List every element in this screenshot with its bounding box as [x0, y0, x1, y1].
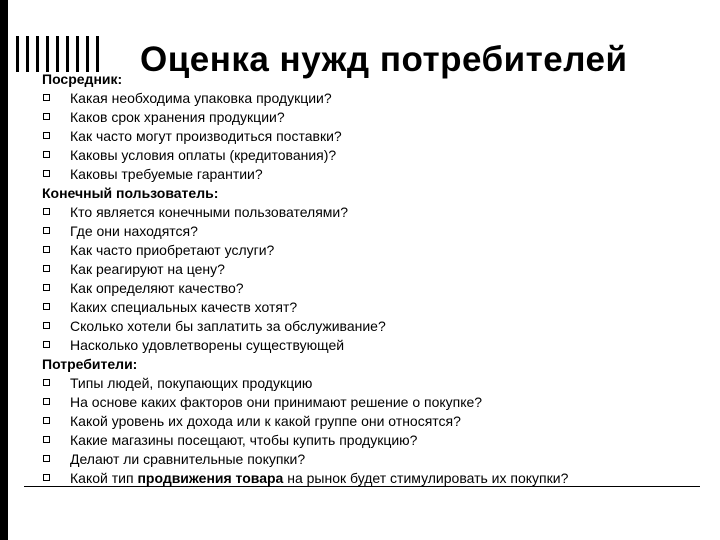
list-item: Сколько хотели бы заплатить за обслуживание? — [42, 317, 702, 336]
stripe — [16, 36, 19, 72]
checkbox-bullet-icon — [43, 398, 50, 405]
checkbox-bullet-icon — [43, 322, 50, 329]
list-item: Какая необходима упаковка продукции? — [42, 89, 702, 108]
stripe — [56, 36, 59, 72]
group-heading: Посредник: — [42, 71, 123, 87]
slide-left-bar — [0, 0, 8, 540]
list-item: Каковы условия оплаты (кредитования)? — [42, 146, 702, 165]
list-item: Как реагируют на цену? — [42, 260, 702, 279]
checkbox-bullet-icon — [43, 284, 50, 291]
list-item: На основе каких факторов они принимают решение о покупке? — [42, 393, 702, 412]
stripe — [86, 36, 89, 72]
list-item: Типы людей, покупающих продукцию — [42, 374, 702, 393]
slide-title: Оценка нужд потребителей — [140, 40, 628, 79]
list-item: Насколько удовлетворены существующей — [42, 336, 702, 355]
list-item: Какой тип продвижения товара на рынок будет стимулировать их покупки? — [42, 469, 702, 488]
checkbox-bullet-icon — [43, 265, 50, 272]
list-item: Каковы требуемые гарантии? — [42, 165, 702, 184]
list-item: Как определяют качество? — [42, 279, 702, 298]
checkbox-bullet-icon — [43, 417, 50, 424]
stripe — [76, 36, 79, 72]
checkbox-bullet-icon — [43, 246, 50, 253]
list-item: Какой уровень их дохода или к какой группе они относятся? — [42, 412, 702, 431]
checkbox-bullet-icon — [43, 379, 50, 386]
checkbox-bullet-icon — [43, 208, 50, 215]
checkbox-bullet-icon — [43, 474, 50, 481]
checkbox-bullet-icon — [43, 170, 50, 177]
checkbox-bullet-icon — [43, 455, 50, 462]
list-item: Как часто приобретают услуги? — [42, 241, 702, 260]
checkbox-bullet-icon — [43, 227, 50, 234]
list-item: Делают ли сравнительные покупки? — [42, 450, 702, 469]
checkbox-bullet-icon — [43, 94, 50, 101]
checkbox-bullet-icon — [43, 341, 50, 348]
stripe — [66, 36, 69, 72]
list-item: Где они находятся? — [42, 222, 702, 241]
checkbox-bullet-icon — [43, 132, 50, 139]
bottom-rule — [24, 486, 700, 487]
stripe — [26, 36, 29, 72]
stripe — [46, 36, 49, 72]
list-item: Какие магазины посещают, чтобы купить продукцию? — [42, 431, 702, 450]
checkbox-bullet-icon — [43, 151, 50, 158]
stripe — [96, 36, 99, 72]
highlighted-text: продвижения товара — [137, 470, 284, 486]
list-item: Каких специальных качеств хотят? — [42, 298, 702, 317]
slide-content — [42, 70, 702, 488]
list-item: Кто является конечными пользователями? — [42, 203, 702, 222]
checkbox-bullet-icon — [43, 113, 50, 120]
list-item: Каков срок хранения продукции? — [42, 108, 702, 127]
group-heading: Конечный пользователь: — [42, 185, 219, 201]
list-item: Как часто могут производиться поставки? — [42, 127, 702, 146]
checkbox-bullet-icon — [43, 436, 50, 443]
group-heading: Потребители: — [42, 356, 138, 372]
checkbox-bullet-icon — [43, 303, 50, 310]
stripe — [36, 36, 39, 72]
